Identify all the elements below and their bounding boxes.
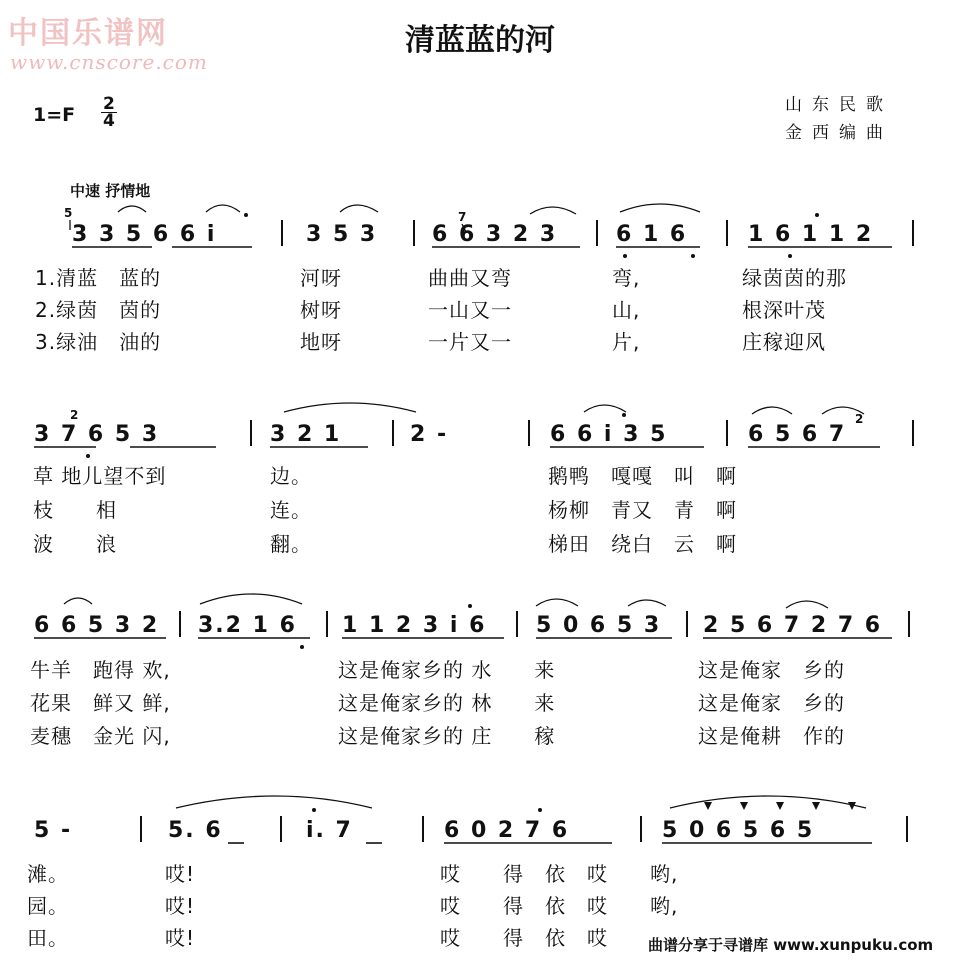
measure-notes: 5 0 6 5 3 bbox=[536, 613, 662, 638]
grace-note: 7 bbox=[458, 210, 467, 224]
lyric-line: 一片又一 bbox=[428, 330, 512, 354]
lyric-line: 2.绿茵 茵的 bbox=[35, 298, 162, 322]
accent-mark bbox=[812, 802, 820, 810]
lyric-line: 牛羊 跑得 欢, bbox=[30, 658, 171, 682]
slur bbox=[584, 405, 626, 412]
lyric-line: 麦穗 金光 闪, bbox=[30, 724, 171, 748]
measure-notes: 3 2 1 bbox=[270, 422, 342, 447]
lyric-line: 波 浪 bbox=[33, 532, 117, 556]
lyric-line: 杨柳 青又 青 啊 bbox=[548, 498, 737, 522]
accent-mark bbox=[740, 802, 748, 810]
lyric-line: 边。 bbox=[270, 464, 312, 488]
lyric-line: 哎! bbox=[165, 862, 196, 886]
lyric-line: 这是俺家 乡的 bbox=[698, 658, 845, 682]
lyric-line: 一山又一 bbox=[428, 298, 512, 322]
slur bbox=[822, 407, 864, 414]
measure-notes: 6 6 i 3 5 bbox=[550, 422, 668, 447]
octave-dot bbox=[815, 213, 819, 217]
lyric-line: 曲曲又弯 bbox=[428, 266, 512, 290]
lyric-line: 鹅鸭 嘎嘎 叫 啊 bbox=[548, 464, 737, 488]
lyric-line: 3.绿油 油的 bbox=[35, 330, 162, 354]
slur bbox=[786, 601, 828, 608]
watermark-site-name: 中国乐谱网 bbox=[8, 16, 168, 51]
accent-marks bbox=[704, 802, 856, 810]
tempo-marking: 中速 抒情地 bbox=[70, 182, 151, 200]
octave-dot bbox=[244, 213, 248, 217]
lyric-line: 树呀 bbox=[300, 298, 342, 322]
accent-mark bbox=[776, 802, 784, 810]
measure-notes: 1 6 1 1 2 bbox=[748, 222, 874, 247]
lyric-line: 枝 相 bbox=[33, 498, 117, 522]
lyric-line: 园。 bbox=[27, 894, 69, 918]
lyric-line: 片, bbox=[612, 330, 641, 354]
octave-dot bbox=[691, 254, 695, 258]
octave-dot bbox=[788, 254, 792, 258]
lyric-line: 花果 鲜又 鲜, bbox=[30, 691, 171, 715]
slur bbox=[670, 796, 866, 808]
octave-dot bbox=[312, 808, 316, 812]
slur bbox=[620, 204, 700, 212]
measure-notes: 2 5 6 7 2 7 6 bbox=[703, 613, 883, 638]
slurs bbox=[64, 204, 866, 808]
lyric-line: 这是俺家乡的 庄 稼 bbox=[338, 724, 556, 748]
lyric-line: 绿茵茵的那 bbox=[742, 266, 847, 290]
grace-ties bbox=[70, 220, 466, 232]
octave-dot bbox=[468, 604, 472, 608]
lyric-line: 哎! bbox=[165, 926, 196, 950]
grace-note: 2 bbox=[855, 412, 864, 426]
lyric-line: 山, bbox=[612, 298, 641, 322]
octave-dot bbox=[538, 808, 542, 812]
octave-dot bbox=[622, 413, 626, 417]
key-signature: 1=F bbox=[33, 104, 76, 126]
lyric-line: 翻。 bbox=[270, 532, 312, 556]
lyric-line: 地呀 bbox=[300, 330, 342, 354]
watermark-site-url: www.cnscore.com bbox=[10, 50, 208, 74]
lyric-line: 哎 得 依 哎 哟, bbox=[440, 894, 679, 918]
lyric-line: 根深叶茂 bbox=[742, 298, 826, 322]
measure-notes: 3 7 6 5 3 bbox=[34, 422, 160, 447]
measure-notes: 6 1 6 bbox=[616, 222, 688, 247]
measure-notes: 6 6 3 2 3 bbox=[432, 222, 558, 247]
time-signature-top: 2 bbox=[103, 94, 115, 114]
measure-notes: 1 1 2 3 i 6 bbox=[342, 613, 487, 638]
slur bbox=[536, 599, 578, 606]
score-title: 清蓝蓝的河 bbox=[405, 23, 555, 58]
measure-notes: 6 5 6 7 bbox=[748, 422, 847, 447]
measure-notes: 5 0 6 5 6 5 bbox=[662, 818, 815, 843]
measure-notes: 6 6 5 3 2 bbox=[34, 613, 160, 638]
octave-dot bbox=[86, 454, 90, 458]
grace-note: 5 bbox=[64, 206, 73, 220]
slur bbox=[176, 796, 372, 808]
measure-notes: 3 5 3 bbox=[306, 222, 378, 247]
time-signature-bottom: 4 bbox=[103, 111, 115, 131]
measure-notes: 5. 6 bbox=[168, 818, 223, 843]
lyric-line: 庄稼迎风 bbox=[742, 330, 826, 354]
measure-notes: 3 3 5 6 6 i bbox=[72, 222, 217, 247]
lyric-line: 这是俺家 乡的 bbox=[698, 691, 845, 715]
lyric-line: 滩。 bbox=[27, 862, 69, 886]
measure-notes: 3.2 1 6 bbox=[198, 613, 297, 638]
slur bbox=[752, 407, 792, 414]
lyric-line: 这是俺家乡的 水 来 bbox=[338, 658, 556, 682]
slur bbox=[200, 594, 302, 604]
lyric-line: 哎! bbox=[165, 894, 196, 918]
lyric-line: 1.清蓝 蓝的 bbox=[35, 266, 162, 290]
measure-notes: 2 - bbox=[410, 422, 449, 447]
slur bbox=[206, 205, 240, 212]
lyric-line: 弯, bbox=[612, 266, 641, 290]
footer-credit: 曲谱分享于寻谱库 www.xunpuku.com bbox=[648, 936, 934, 954]
slur bbox=[284, 403, 416, 412]
slur bbox=[340, 205, 378, 212]
slur bbox=[118, 206, 146, 212]
grace-stem bbox=[462, 224, 466, 232]
slur bbox=[530, 207, 576, 214]
octave-dots bbox=[86, 213, 819, 812]
measure-notes: 5 - bbox=[34, 818, 73, 843]
lyric-line: 连。 bbox=[270, 498, 312, 522]
beams bbox=[34, 247, 892, 843]
arranger-credit: 金西编曲 bbox=[785, 123, 893, 143]
lyric-line: 梯田 绕白 云 啊 bbox=[548, 532, 737, 556]
lyric-line: 哎 得 依 哎 bbox=[440, 926, 608, 950]
lyric-line: 哎 得 依 哎 哟, bbox=[440, 862, 679, 886]
lyric-line: 草 地儿望不到 bbox=[33, 464, 167, 488]
accent-mark bbox=[704, 802, 712, 810]
lyric-line: 这是俺耕 作的 bbox=[698, 724, 845, 748]
measure-notes: 6 0 2 7 6 bbox=[444, 818, 570, 843]
octave-dot bbox=[300, 645, 304, 649]
lyric-line: 这是俺家乡的 林 来 bbox=[338, 691, 556, 715]
origin-credit: 山东民歌 bbox=[785, 95, 893, 115]
lyric-line: 河呀 bbox=[300, 266, 342, 290]
slur bbox=[64, 598, 92, 604]
measure-notes: i. 7 bbox=[306, 818, 353, 843]
grace-note: 2 bbox=[70, 408, 79, 422]
lyric-line: 田。 bbox=[27, 926, 69, 950]
slur bbox=[628, 600, 666, 606]
octave-dot bbox=[623, 254, 627, 258]
